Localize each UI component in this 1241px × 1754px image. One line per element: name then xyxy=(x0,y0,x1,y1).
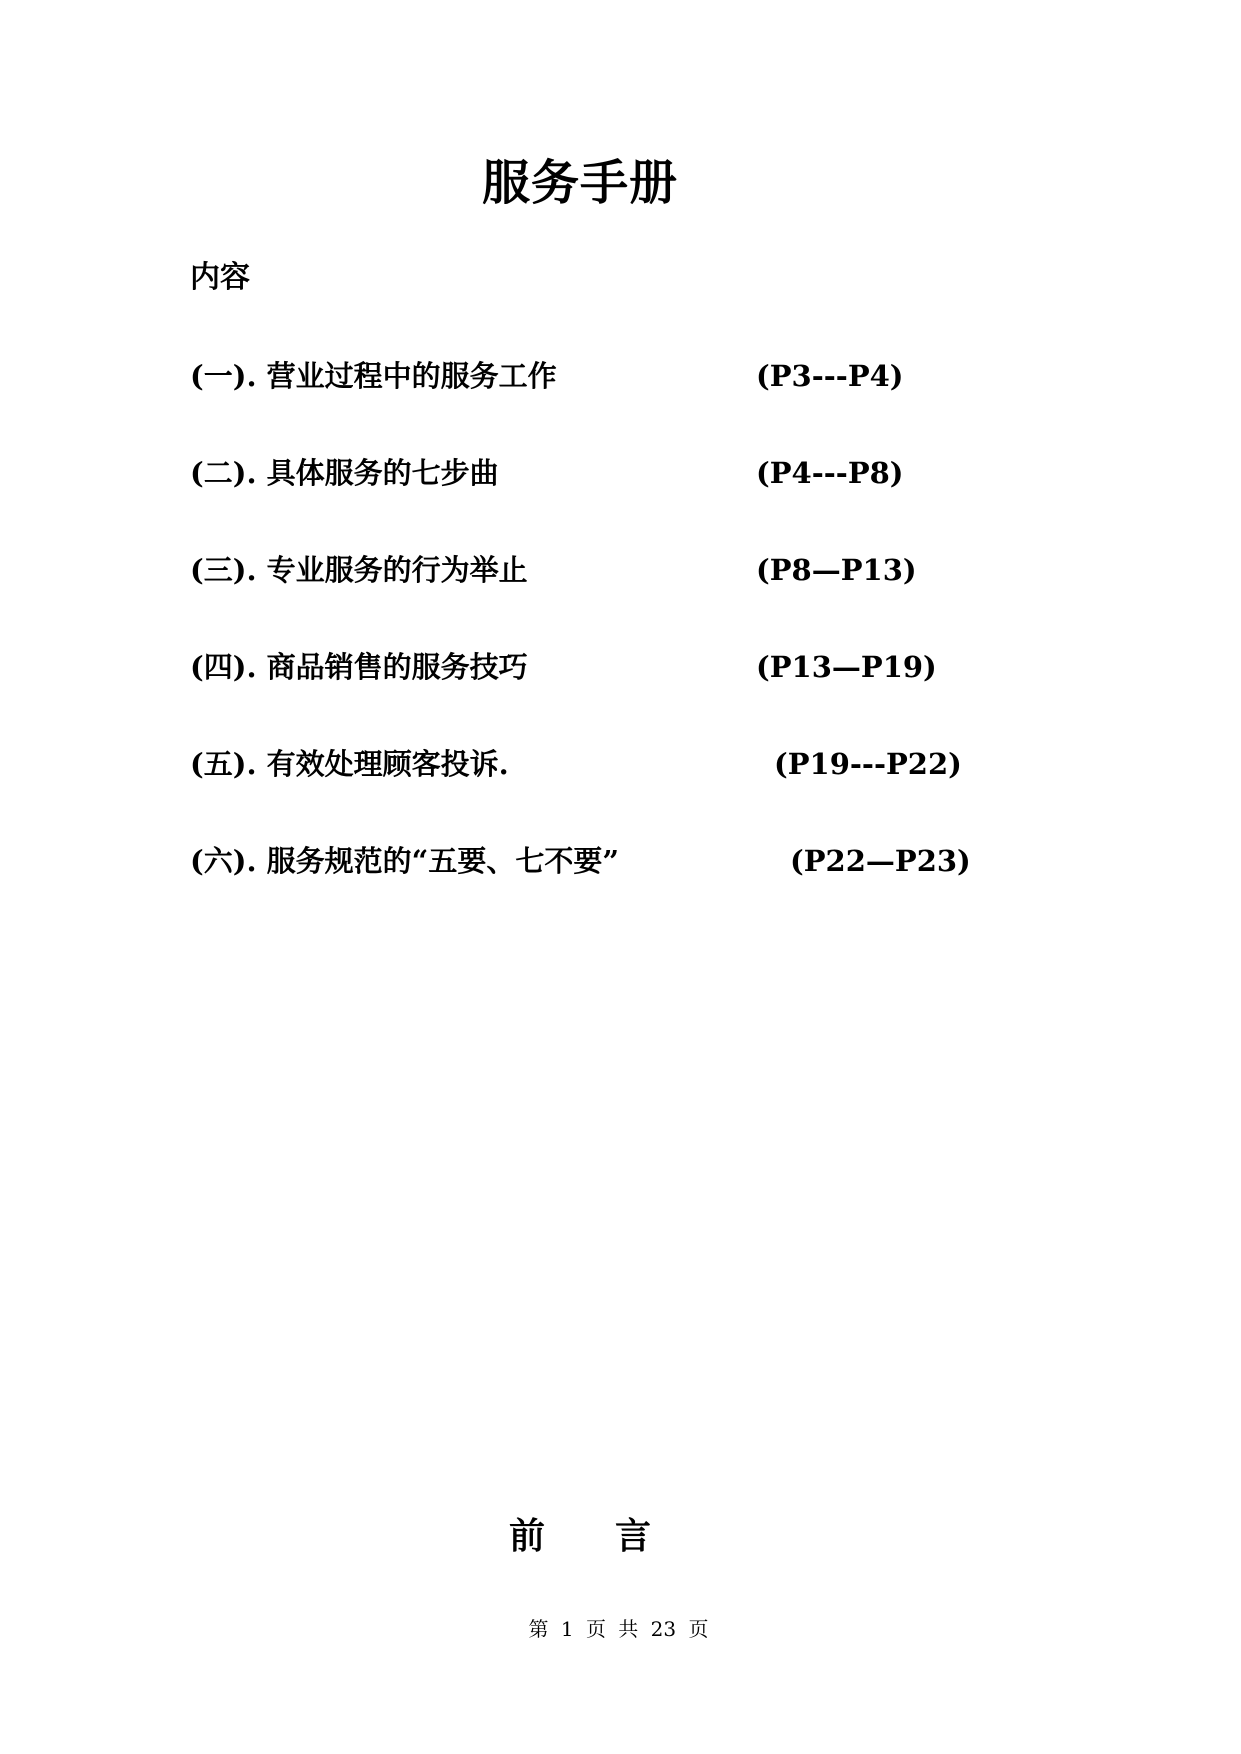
toc-entry xyxy=(190,744,1010,841)
toc-entry-pages: (P19---P22) xyxy=(774,747,962,781)
toc-entry-pages: (P4---P8) xyxy=(756,456,904,490)
toc-entry-pages: (P8—P13) xyxy=(756,553,917,587)
toc-entry-label: (六). 服务规范的“五要、七不要” xyxy=(190,844,619,878)
page-footer: 第 1 页 共 23 页 xyxy=(528,1617,709,1641)
toc-entry xyxy=(190,550,1010,647)
foreword-heading-char: 前 xyxy=(508,1515,545,1557)
contents-label: 内容 xyxy=(190,260,250,295)
toc-entry-label: (五). 有效处理顾客投诉. xyxy=(190,747,509,781)
toc-entry-pages: (P22—P23) xyxy=(790,844,971,878)
document-title: 服务手册 xyxy=(481,155,678,211)
table-of-contents xyxy=(190,356,1010,938)
toc-entry-pages: (P3---P4) xyxy=(756,359,904,393)
toc-entry-label: (四). 商品销售的服务技巧 xyxy=(190,650,528,684)
toc-entry xyxy=(190,647,1010,744)
toc-entry-pages: (P13—P19) xyxy=(756,650,937,684)
toc-entry xyxy=(190,356,1010,453)
foreword-heading xyxy=(0,1512,1160,1560)
toc-entry-label: (二). 具体服务的七步曲 xyxy=(190,456,499,490)
foreword-heading-char: 言 xyxy=(615,1515,652,1557)
toc-entry-label: (三). 专业服务的行为举止 xyxy=(190,553,528,587)
toc-entry xyxy=(190,841,1010,938)
toc-entry xyxy=(190,453,1010,550)
toc-entry-label: (一). 营业过程中的服务工作 xyxy=(190,359,557,393)
